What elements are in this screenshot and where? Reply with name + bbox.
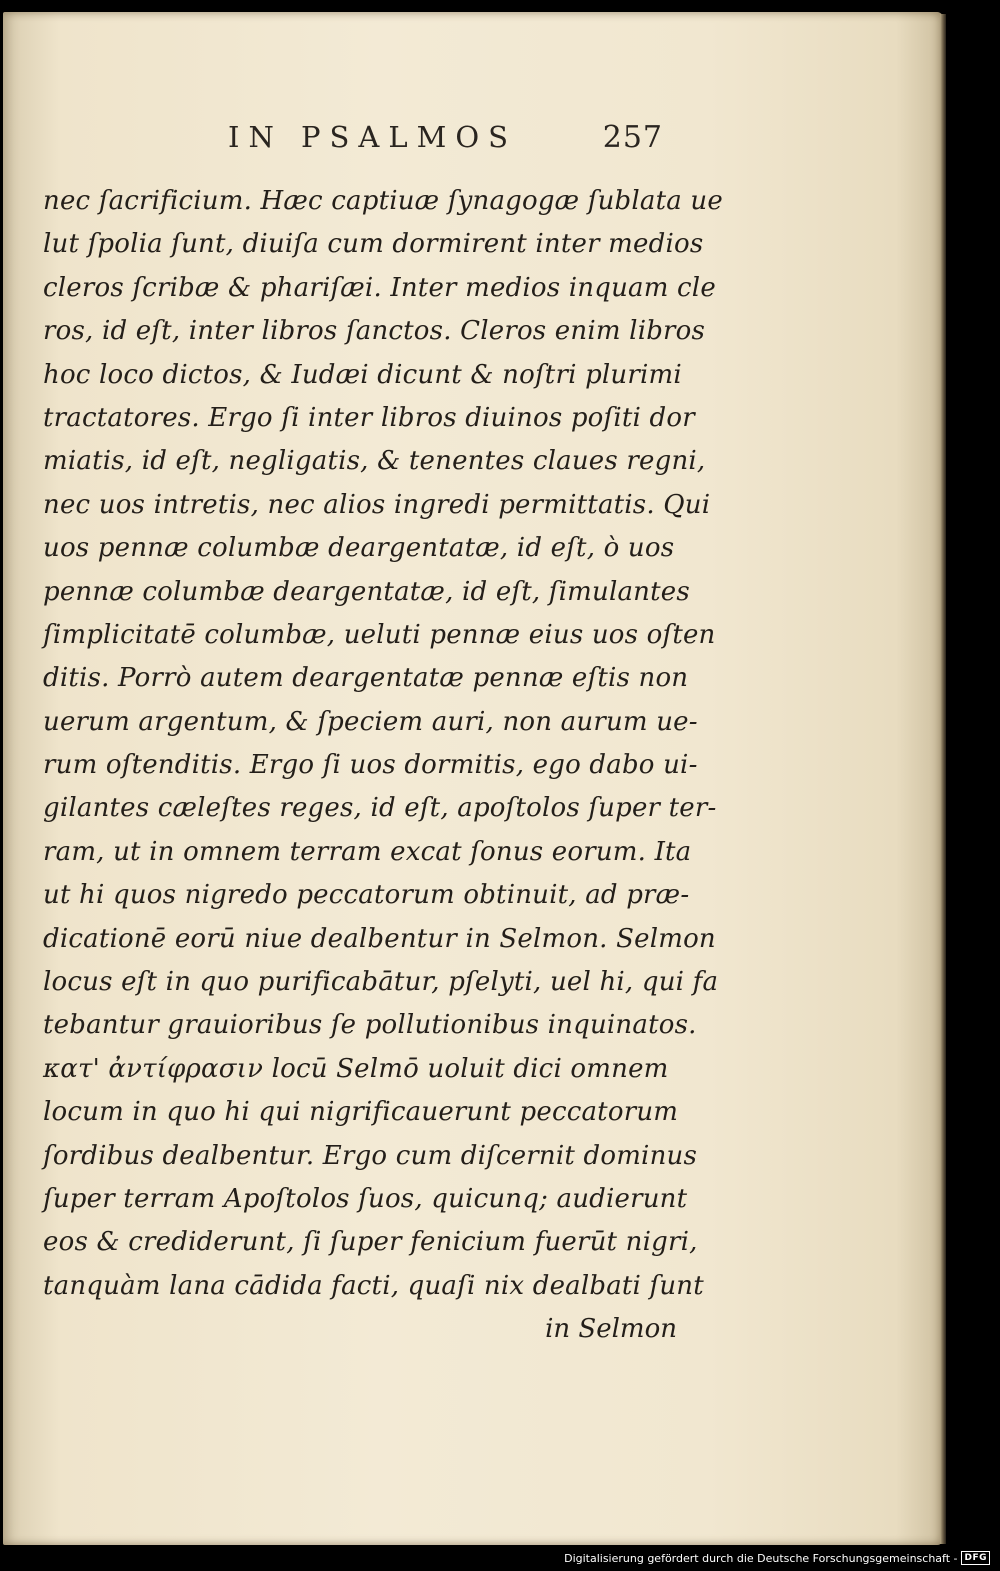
text-line: uos pennæ columbæ deargentatæ, id eſt, ò uos (43, 533, 675, 564)
text-line: nec uos intretis, nec alios ingredi permittatis. Qui (43, 489, 711, 520)
text-line: hoc loco dictos, & Iudæi dicunt & noſtri plurimi (43, 359, 682, 390)
text-line: tractatores. Ergo ſi inter libros diuinos poſiti dor (43, 402, 695, 433)
text-line: ſimplicitatē columbæ, ueluti pennæ eius uos oſten (43, 619, 716, 650)
dfg-logo: DFG (961, 1551, 990, 1565)
text-line: gilantes cæleſtes reges, id eſt, apoſtolos ſuper ter- (43, 793, 717, 824)
text-line: cleros ſcribæ & phariſæi. Inter medios inquam cle (43, 272, 716, 303)
text-line: tanquàm lana cādida facti, quaſi nix dealbati ſunt (43, 1270, 704, 1301)
text-line: eos & crediderunt, ſi ſuper fenicium fuerūt nigri, (43, 1227, 698, 1258)
text-line: κατ' ἀντίφρασιν locū Selmō uoluit dici omnem (43, 1053, 669, 1084)
page-number: 257 (602, 120, 663, 155)
text-line: ſordibus dealbentur. Ergo cum diſcernit dominus (43, 1140, 698, 1171)
page-edge (940, 14, 946, 1544)
running-title: IN PSALMOS (228, 120, 517, 154)
credit-text: Digitalisierung gefördert durch die Deutsche Forschungsgemeinschaft - (564, 1551, 958, 1565)
text-line: ut hi quos nigredo peccatorum obtinuit, ad præ- (43, 880, 690, 911)
text-line: ram, ut in omnem terram excat ſonus eorum. Ita (43, 836, 692, 867)
text-line: lut ſpolia ſunt, diuiſa cum dormirent inter medios (43, 229, 704, 260)
text-line: pennæ columbæ deargentatæ, id eſt, ſimulantes (43, 576, 690, 607)
running-head (228, 120, 663, 160)
text-line: miatis, id eſt, negligatis, & tenentes claues regni, (43, 446, 706, 477)
book-page (3, 12, 943, 1545)
text-line: rum oſtenditis. Ergo ſi uos dormitis, ego dabo ui- (43, 750, 698, 781)
text-line: locum in quo hi qui nigrificauerunt peccatorum (43, 1097, 679, 1128)
text-line: nec ſacrificium. Hæc captiuæ ſynagogæ ſublata ue (43, 186, 723, 216)
text-line: tebantur grauioribus ſe pollutionibus inquinatos. (43, 1010, 697, 1041)
text-line: uerum argentum, & ſpeciem auri, non aurum ue- (43, 706, 698, 737)
text-block (43, 180, 723, 1351)
text-line: ditis. Porrò autem deargentatæ pennæ eſtis non (43, 663, 689, 694)
catchword: in Selmon (545, 1314, 677, 1345)
digitization-credit (564, 1549, 990, 1567)
text-line: ros, id eſt, inter libros ſanctos. Cleros enim libros (43, 316, 706, 347)
text-line: locus eſt in quo purificabātur, pſelyti, uel hi, qui fa (43, 967, 719, 998)
text-line: dicationē eorū niue dealbentur in Selmon. Selmon (43, 923, 716, 954)
text-line: ſuper terram Apoſtolos ſuos, quicunq; audierunt (43, 1183, 688, 1214)
